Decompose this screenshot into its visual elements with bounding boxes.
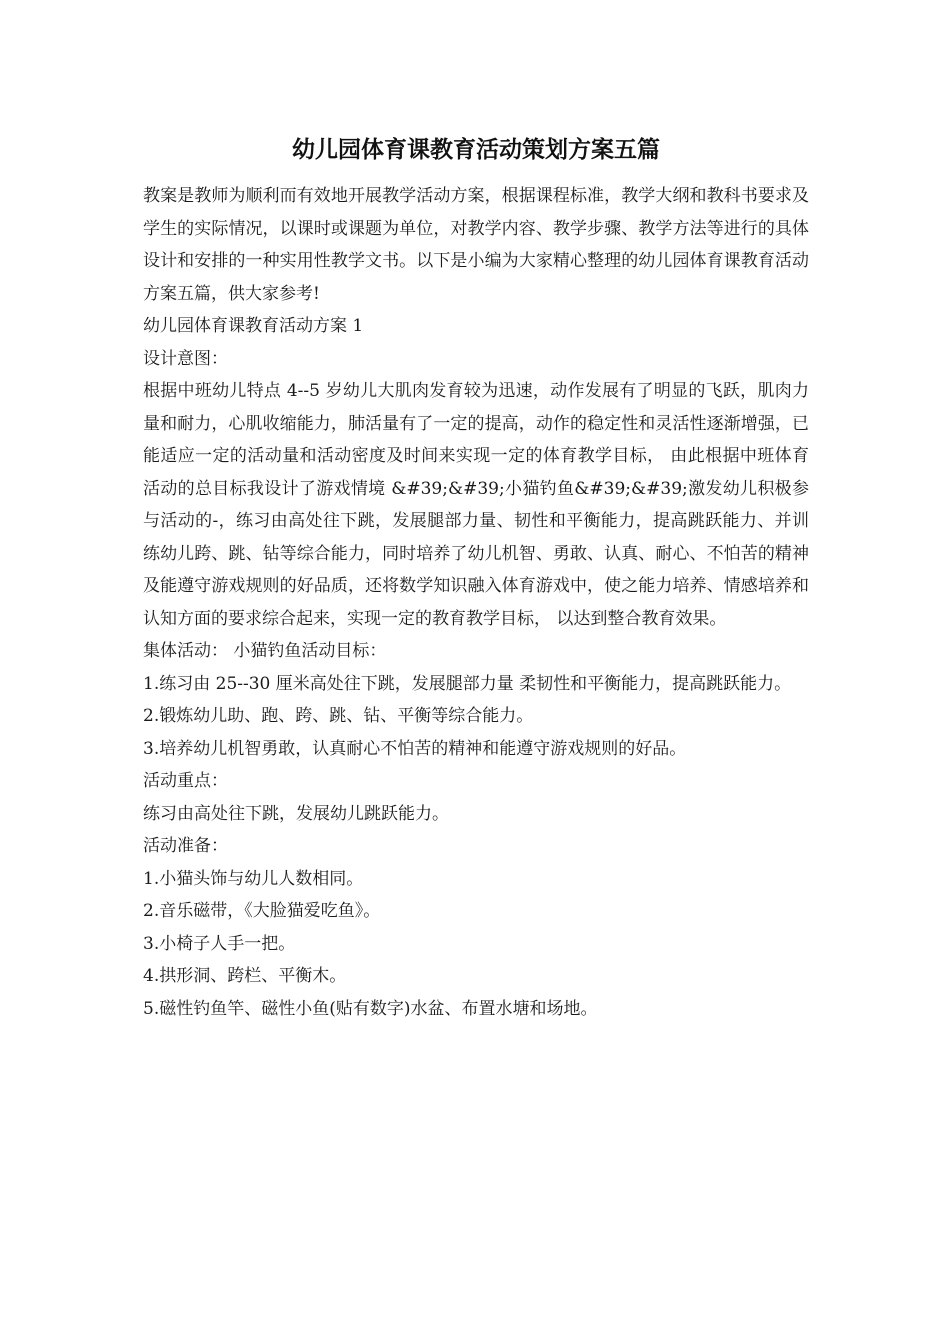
goal-item-1: 1.练习由 25--30 厘米高处往下跳，发展腿部力量 柔韧性和平衡能力，提高跳跃能力。: [143, 673, 792, 694]
preparation-item-1: 1.小猫头饰与幼儿人数相同。: [143, 868, 364, 889]
design-intent-heading: 设计意图：: [143, 348, 228, 369]
intro-paragraph: 教案是教师为顺利而有效地开展教学活动方案，根据课程标准，教学大纲和教科书要求及学生的实际情况，以课时或课题为单位，对教学内容、教学步骤、教学方法等进行的具体设计和安排的一种实用性教学文书。以下是小编为大家精心整理的幼儿园体育课教育活动方案五篇，供大家参考!: [143, 186, 809, 304]
preparation-item-3: 3.小椅子人手一把。: [143, 933, 296, 954]
document-body: [143, 180, 809, 1025]
goal-item-2: 2.锻炼幼儿助、跑、跨、跳、钻、平衡等综合能力。: [143, 706, 534, 726]
section-heading-plan-1: 幼儿园体育课教育活动方案 1: [143, 316, 364, 336]
preparation-item-5: 5.磁性钓鱼竿、磁性小鱼(贴有数字)水盆、布置水塘和场地。: [143, 998, 598, 1019]
key-points-text: 练习由高处往下跳，发展幼儿跳跃能力。: [143, 803, 449, 824]
document-page: [143, 128, 809, 1025]
design-intent-paragraph: 根据中班幼儿特点 4--5 岁幼儿大肌肉发育较为迅速，动作发展有了明显的飞跃，肌肉力量和耐力，心肌收缩能力，肺活量有了一定的提高，动作的稳定性和灵活性逐渐增强，已能适应一定的活动量和活动密度及时间来实现一定的体育教学目标， 由此根据中班体育活动的总目标我设计了游戏情境 &#39;&#39;小猫钓鱼&#39;&#39;激发幼儿积极参与活动的-，练习由高处往下跳，发展腿部力量、韧性和平衡能力，提高跳跃能力、并训练幼儿跨、跳、钻等综合能力，同时培养了幼儿机智、勇敢、认真、耐心、不怕苦的精神及能遵守游戏规则的好品质，还将数学知识融入体育游戏中，使之能力培养、情感培养和认知方面的要求综合起来，实现一定的教育教学目标， 以达到整合教育效果。: [143, 381, 809, 629]
goal-item-3: 3.培养幼儿机智勇敢，认真耐心不怕苦的精神和能遵守游戏规则的好品。: [143, 738, 687, 759]
key-points-heading: 活动重点：: [143, 771, 228, 791]
document-title: 幼儿园体育课教育活动策划方案五篇: [292, 136, 660, 163]
preparation-item-2: 2.音乐磁带，《大脸猫爱吃鱼》。: [143, 901, 381, 921]
preparation-heading: 活动准备：: [143, 836, 228, 856]
preparation-item-4: 4.拱形洞、跨栏、平衡木。: [143, 966, 347, 986]
activity-goals-heading: 集体活动： 小猫钓鱼活动目标：: [143, 641, 387, 661]
